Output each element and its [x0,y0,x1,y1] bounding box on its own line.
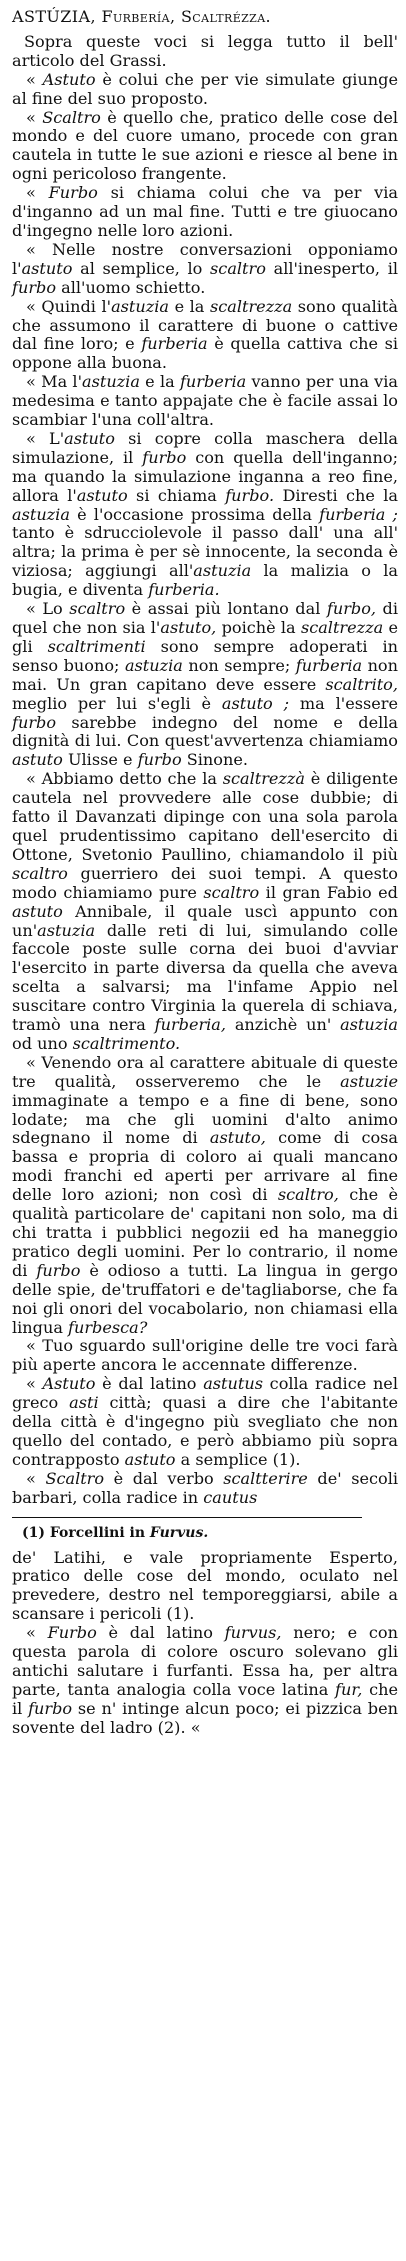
text-run: « L' [26,428,65,448]
italic-term: astuzia [124,655,183,675]
italic-term: furbo [142,447,187,467]
italic-term: astuzia [193,561,252,581]
italic-term: astuto [76,485,128,505]
text-run: è dal verbo [104,1468,224,1488]
text-run: come di cosa bassa e propria di coloro ai quali mancano modi franchi ed aperti per arrivare al fine delle loro azioni; non così di [12,1128,398,1205]
italic-term: astuto [12,750,63,770]
italic-term: astuzia [340,1015,398,1035]
italic-term: scaltrimenti [47,636,146,656]
entry-heading-smallcaps: Furbería, Scaltrézza. [101,7,272,26]
text-run: e la [169,296,210,316]
text-run: è dal latino [96,1623,225,1643]
text-run: e la [139,372,180,392]
text-run: « Quindi l' [26,296,112,316]
italic-term: astuzia [82,372,140,392]
text-run: è l'occasione prossima della [69,504,320,524]
text-run: la malizia o la bugia, e diventa [12,561,398,600]
italic-term: scaltro [210,258,266,278]
paragraph [12,430,398,600]
italic-term: astuto [12,901,63,921]
text-run: si chiama colui che va per via d'inganno ad un mal fine. Tutti e tre giuocano d'ingegno nelle loro azioni. [12,183,399,240]
italic-term: astuzia [111,296,169,316]
italic-term: furberia [179,372,247,392]
italic-term: scaltrezza [300,618,384,637]
entry-continuation [12,1549,398,1738]
italic-term: Furbo [47,1623,97,1643]
text-run: de' Latihi, e vale propriamente Esperto, pratico delle cose del mondo, oculato nel prevedere, destro nel temporeggiarsi, abile a scansare i pericoli (1). [12,1547,398,1624]
paragraph [12,770,398,1054]
paragraph [12,109,398,185]
italic-term: furberia, [154,1015,227,1035]
text-run: « [26,1623,48,1643]
italic-term: furbo, [326,599,376,619]
italic-term: furberia [295,655,363,675]
paragraph [12,1337,398,1375]
italic-term: scaltterire [223,1468,308,1488]
text-run: che è qualità particolare de' capitani non solo, ma di chi tratta i pubblici negozii ed ha maneggio pratico degli uomini. Per lo contrario, il nome di [12,1185,398,1280]
italic-term: furberia. [148,580,220,600]
text-run: « Abbiamo detto che la [26,769,223,789]
italic-term: astuto, [160,618,217,637]
text-run: a semplice (1). [175,1449,301,1469]
text-run: « [26,1468,46,1488]
entry-heading-main: ASTÚZIA, [12,7,102,26]
text-run: tanto è sdrucciolevole il passo dall' una all' altra; la prima è per sè innocente, la seconda è viziosa; aggiungi all' [12,523,398,581]
text-run: si copre colla maschera della simulazione, il [12,428,398,467]
italic-term: furbo [36,1260,81,1280]
footnote [12,1524,398,1543]
text-run: immaginate a tempo e a fine di bene, sono lodate; ma che gli uomini d'alto animo sdegnano il nome di [12,1090,398,1148]
text-run: de' secoli barbari, colla radice in [12,1468,398,1507]
text-run: « [26,183,49,203]
italic-term: furbo [12,277,57,297]
italic-term: Scaltro [45,1468,105,1488]
text-run: ma l'essere [289,693,398,713]
paragraph [12,1549,398,1625]
text-run: se n' intinge alcun poco; ei pizzica ben sovente del ladro (2). « [12,1698,398,1737]
text-run: con quella dell'inganno; ma quando la simulazione inganna a reo fine, allora l' [12,447,398,505]
italic-term: astuzia [37,920,96,940]
paragraph [12,71,398,109]
italic-term: furbo [12,712,57,732]
italic-term: astutus [203,1374,263,1394]
text-run: all'uomo schietto. [56,277,206,297]
italic-term: scaltro [203,882,260,902]
italic-term: scaltrezzà [222,769,305,789]
paragraph [12,241,398,298]
text-run: « [26,69,43,89]
italic-term: scaltrito, [325,674,398,694]
text-run: od uno [12,1033,73,1053]
text-run: Diresti che la [274,485,398,505]
text-run: è odioso a tutti. La lingua in gergo delle spie, de'truffatori e de'tagliaborse, che fa noi gli onori del vocabolario, non chiamasi ella lingua [12,1260,398,1337]
text-run: « Ma l' [26,372,82,392]
italic-term: furvus, [224,1623,282,1643]
paragraph [12,184,398,241]
text-run: sarebbe indegno del nome e della dignità di lui. Con quest'avvertenza chiamiamo [12,712,398,751]
text-run: il gran Fabio ed [259,882,398,902]
text-run: sono sempre adoperati in senso buono; [12,636,398,675]
italic-term: scaltro [69,599,126,619]
entry-heading [12,8,398,27]
text-run: « Tuo sguardo sull'origine delle tre voci farà più aperte ancora le accennate differenze. [12,1336,398,1375]
italic-term: furbo [137,750,182,770]
paragraph [12,373,398,430]
text-run: non sempre; [182,655,296,675]
italic-term: scaltro [12,863,68,883]
paragraph [12,1624,398,1737]
text-run: Annibale, il quale uscì appunto con un' [12,901,398,940]
paragraph [12,33,398,71]
italic-term: cautus [203,1487,258,1507]
paragraph [12,298,398,374]
italic-term: furbo [28,1698,73,1718]
text-run: è diligente cautela nel provvedere alle cose dubbie; di fatto il Davanzati dipinge con una sola parola quel prudentissimo capitano dell'esercito di Ottone, Svetonio Paullino, chiamandolo il più [12,769,398,864]
italic-term: scaltrimento. [72,1033,181,1053]
italic-term: Scaltro [42,107,101,127]
text-run: « Venendo ora al carattere abituale di queste tre qualità, osserveremo che le [12,1052,398,1091]
italic-term: astuto [64,428,115,448]
italic-term: furberia ; [319,504,398,524]
text-run: « [26,1374,43,1394]
text-run: dalle reti di lui, simulando colle faccole poste sulle corna dei buoi d'avviar l'esercito in parte diversa da quella che aveva scelta a salvarsi; ma l'infame Appio nel suscitare contro Virginia la querela di schiava, tramò una nera [12,920,398,1035]
paragraph [12,1054,398,1338]
text-run: anzichè un' [226,1015,341,1035]
text-run: è colui che per vie simulate giunge al fine del suo proposto. [12,69,398,108]
text-run: Ulisse e [62,750,138,770]
italic-term: astuzie [340,1071,398,1091]
text-run: e gli [12,618,399,656]
italic-term: furbesca? [68,1317,148,1337]
text-run: città; quasi a dire che l'abitante della città è d'ingegno più svegliato che non quello del contado, e però abbiamo più sopra contrapposto [12,1393,398,1469]
italic-term: astuto ; [221,693,290,713]
italic-term: asti [69,1393,99,1413]
paragraph [12,1470,398,1508]
text-run: « Lo [26,599,70,619]
italic-term: furberia [141,334,208,354]
italic-term: scaltro, [277,1185,339,1205]
text-run: non mai. Un gran capitano deve essere [12,655,398,694]
paragraph [12,600,398,770]
italic-term: astuto, [209,1128,266,1148]
paragraph [12,1375,398,1470]
text-run: è dal latino [95,1374,204,1394]
italic-term: astuto [124,1449,176,1469]
footnote-ref: Furvus. [149,1524,209,1541]
text-run: di quel che non sia l' [12,599,398,637]
text-run: vanno per una via medesima e tanto appajate che è facile assai lo scambiar l'una coll'altra. [12,372,398,430]
text-run: è quello che, pratico delle cose del mondo e del cuore umano, procede con gran cautela in tutte le sue azioni e riesce al bene in ogni pericoloso frangente. [12,107,398,184]
footnote-label: (1) Forcellini in [22,1524,150,1541]
text-run: Sopra queste voci si legga tutto il bell' articolo del Grassi. [12,31,398,70]
footnote-rule [12,1517,362,1518]
text-run: è quella cattiva che si oppone alla buona. [12,334,399,373]
text-run: poichè la [216,618,301,637]
italic-term: scaltrezza [209,296,293,316]
text-run: Sinone. [181,750,248,770]
text-run: meglio per lui s'egli è [12,693,222,713]
italic-term: furbo. [225,485,275,505]
text-run: sono qualità che assumono il carattere di buone o cattive dal fine loro; e [12,296,398,354]
italic-term: Astuto [42,69,96,89]
text-run: è assai più lontano dal [125,599,327,619]
text-run: che il [12,1679,398,1718]
italic-term: fur, [335,1679,363,1699]
text-run: « Nelle nostre conversazioni opponiamo l' [12,239,398,278]
text-run: colla radice nel greco [12,1374,398,1413]
italic-term: Astuto [42,1374,96,1394]
text-run: « [26,107,43,127]
italic-term: astuzia [12,504,70,524]
italic-term: astuto [21,258,73,278]
text-run: si chiama [127,485,226,505]
text-run: guerriero dei suoi tempi. A questo modo chiamiamo pure [12,863,398,902]
text-run: nero; e con questa parola di colore oscuro solevano gli antichi salutare i furfanti. Essa ha, per altra parte, tanta analogia colla voce latina [12,1623,398,1699]
entry-body [12,33,398,1508]
italic-term: Furbo [48,183,98,203]
text-run: al semplice, lo [72,258,211,278]
text-run: all'inesperto, il [265,258,398,278]
